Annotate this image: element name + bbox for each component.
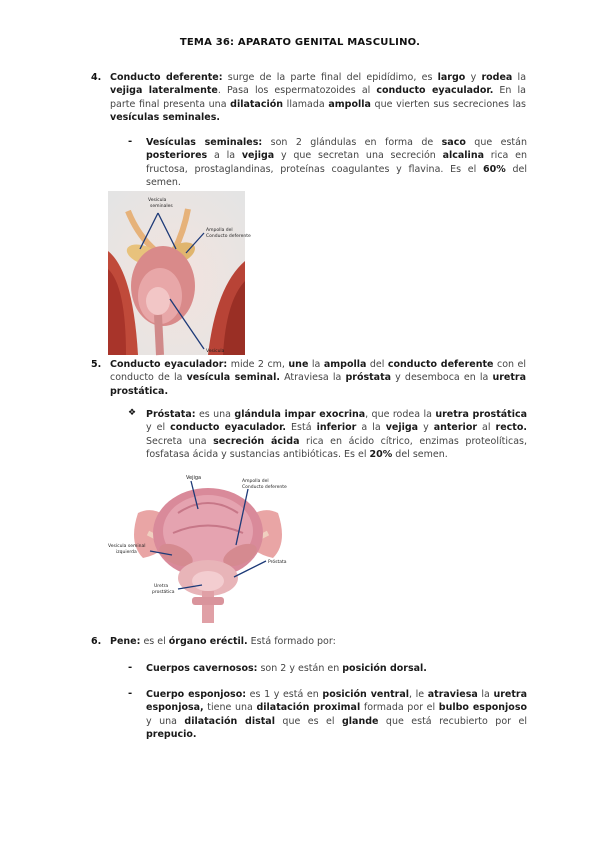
text-run: con el conducto de la (110, 359, 526, 384)
label-ampolla: Ampolla del (206, 228, 233, 233)
text-run: posición ventral (322, 689, 410, 700)
text-run: la (308, 359, 324, 370)
text-run: Atraviesa la (279, 372, 346, 384)
text-run: órgano eréctil. (168, 636, 248, 647)
text-run: mide 2 cm, (227, 359, 289, 370)
text-run: vesículas seminales. (110, 112, 220, 124)
label-uretra: Uretra (154, 584, 169, 589)
text-run: vejiga (241, 150, 275, 162)
label-ampolla-2fig-b: Conducto deferente (242, 485, 287, 490)
text-run: es 1 y está en (246, 689, 323, 700)
text-run: Cuerpo esponjoso: (146, 689, 247, 700)
text-run: surge de la parte final del epidídimo, es (222, 72, 438, 83)
text-run: formada por el (360, 702, 439, 714)
text-run: a la (207, 150, 242, 162)
text-run: vejiga (385, 422, 419, 434)
text-run: del semen. (146, 163, 527, 189)
prostata-text (146, 408, 527, 462)
label-vejiga: Vejiga (186, 475, 202, 481)
item-4-text (110, 71, 526, 125)
text-run: vejiga lateralmente (110, 85, 218, 97)
text-run: la (477, 689, 494, 700)
item-6-sub1-marker: - (128, 662, 133, 673)
label-vesicula-izq: Vesícula seminal (108, 544, 146, 549)
text-run: inferior (316, 422, 357, 434)
text-run: alcalina (442, 150, 484, 162)
text-run: que es el (274, 715, 342, 727)
text-run: ampolla (323, 359, 367, 370)
text-run: atraviesa (427, 689, 478, 700)
text-run: , que rodea la (365, 409, 436, 420)
cuerpo-esponjoso-text (146, 688, 527, 742)
item-4-sub-marker: - (128, 136, 133, 147)
text-run: Conducto eyaculador: (110, 359, 228, 370)
text-run: Está (286, 422, 317, 434)
text-run: . Pasa los espermatozoides al (217, 85, 377, 97)
cuerpos-cavernosos-text (146, 662, 527, 675)
label-vesiculas-2: seminales (150, 204, 173, 209)
text-run: Está formado por: (247, 636, 336, 647)
item-5-number: 5. (91, 359, 102, 370)
text-run: recto. (495, 422, 527, 434)
text-run: rica en fructosa, prostaglandinas, proteínas coagulantes y flavina. Es el (146, 150, 528, 175)
item-6-sub2-marker: - (128, 688, 133, 699)
text-run: son 2 y están en (257, 663, 343, 674)
text-run: llamada (283, 98, 329, 110)
text-run: es el (140, 636, 169, 647)
text-run: dilatación distal (184, 715, 275, 727)
text-run: y (418, 422, 434, 434)
text-run: posteriores (146, 150, 208, 162)
text-run: 20% (369, 449, 393, 461)
text-run: glándula impar exocrina (234, 409, 366, 420)
item-6-text (110, 635, 526, 648)
text-run: Secreta una (146, 435, 214, 447)
text-run: Conducto deferente: (110, 72, 223, 83)
text-run: que está recubierto por el (378, 715, 527, 727)
text-run: dilatación (230, 98, 284, 110)
text-run: ampolla (328, 98, 371, 110)
text-run: uretra prostática (435, 409, 528, 420)
text-run: secreción ácida (213, 435, 300, 447)
item-5-text (110, 358, 526, 398)
text-run: anterior (433, 422, 478, 434)
text-run: la (512, 72, 527, 83)
text-run: prepucio. (146, 729, 197, 741)
text-run: Cuerpos cavernosos: (146, 663, 258, 674)
text-run: y una (146, 715, 185, 727)
item-4-number: 4. (91, 72, 102, 83)
text-run: que vierten sus secreciones las (370, 98, 526, 110)
text-run: conducto eyaculador. (170, 422, 287, 434)
text-run: rica en ácido cítrico, enzimas proteolíticas, fosfatasa ácida y sustancias antibióticas. Es el (146, 435, 527, 461)
text-run: tiene una (203, 702, 257, 714)
text-run: es una (195, 409, 235, 420)
label-bottom: Vesícula (206, 349, 225, 354)
text-run: conducto deferente (387, 359, 494, 370)
text-run: En la parte final presenta una (110, 85, 526, 110)
text-run: Vesículas seminales: (146, 137, 263, 148)
text-run: , le (409, 689, 428, 700)
text-run: Pene: (110, 636, 141, 647)
label-ampolla-2fig: Ampolla del (242, 479, 269, 484)
item-6-number: 6. (91, 636, 102, 647)
text-run: y que secretan una secreción (274, 150, 443, 162)
text-run: une (288, 359, 309, 370)
text-run: 60% (483, 163, 506, 175)
text-run: a la (356, 422, 386, 434)
text-run: saco (441, 137, 466, 148)
text-run: vesícula seminal. (186, 372, 280, 384)
text-run: bulbo esponjoso (438, 702, 528, 714)
text-run: del (366, 359, 388, 370)
text-run: y (465, 72, 482, 83)
text-run: uretra prostática. (110, 372, 527, 397)
text-run: que están (465, 137, 527, 148)
text-run: conducto eyaculador. (376, 85, 494, 97)
text-run: del semen. (392, 449, 448, 461)
label-vesicula-izq-2: izquierda (116, 550, 137, 555)
page-title: TEMA 36: APARATO GENITAL MASCULINO. (179, 37, 421, 48)
text-run: uretra esponjosa, (146, 689, 527, 714)
prostata-figure (108, 473, 308, 623)
text-run: son 2 glándulas en forma de (262, 137, 442, 148)
text-run: al (477, 422, 496, 434)
label-ampolla-2: Conducto deferente (206, 234, 251, 239)
item-5-sub-marker: ❖ (128, 408, 137, 418)
label-uretra-2: prostática (152, 590, 175, 595)
text-run: dilatación proximal (256, 702, 361, 714)
text-run: Próstata: (146, 409, 196, 420)
label-vesiculas: Vesícula (148, 198, 167, 203)
text-run: largo (437, 72, 466, 83)
text-run: glande (341, 715, 379, 727)
vesiculas-seminales-text (146, 136, 527, 190)
text-run: y desemboca en la (391, 372, 493, 384)
text-run: posición dorsal. (342, 663, 427, 674)
vesiculas-seminales-figure (108, 191, 251, 355)
text-run: rodea (481, 72, 513, 83)
text-run: y el (146, 422, 171, 434)
text-run: próstata (345, 372, 392, 384)
label-prostata: Próstata (268, 560, 287, 565)
